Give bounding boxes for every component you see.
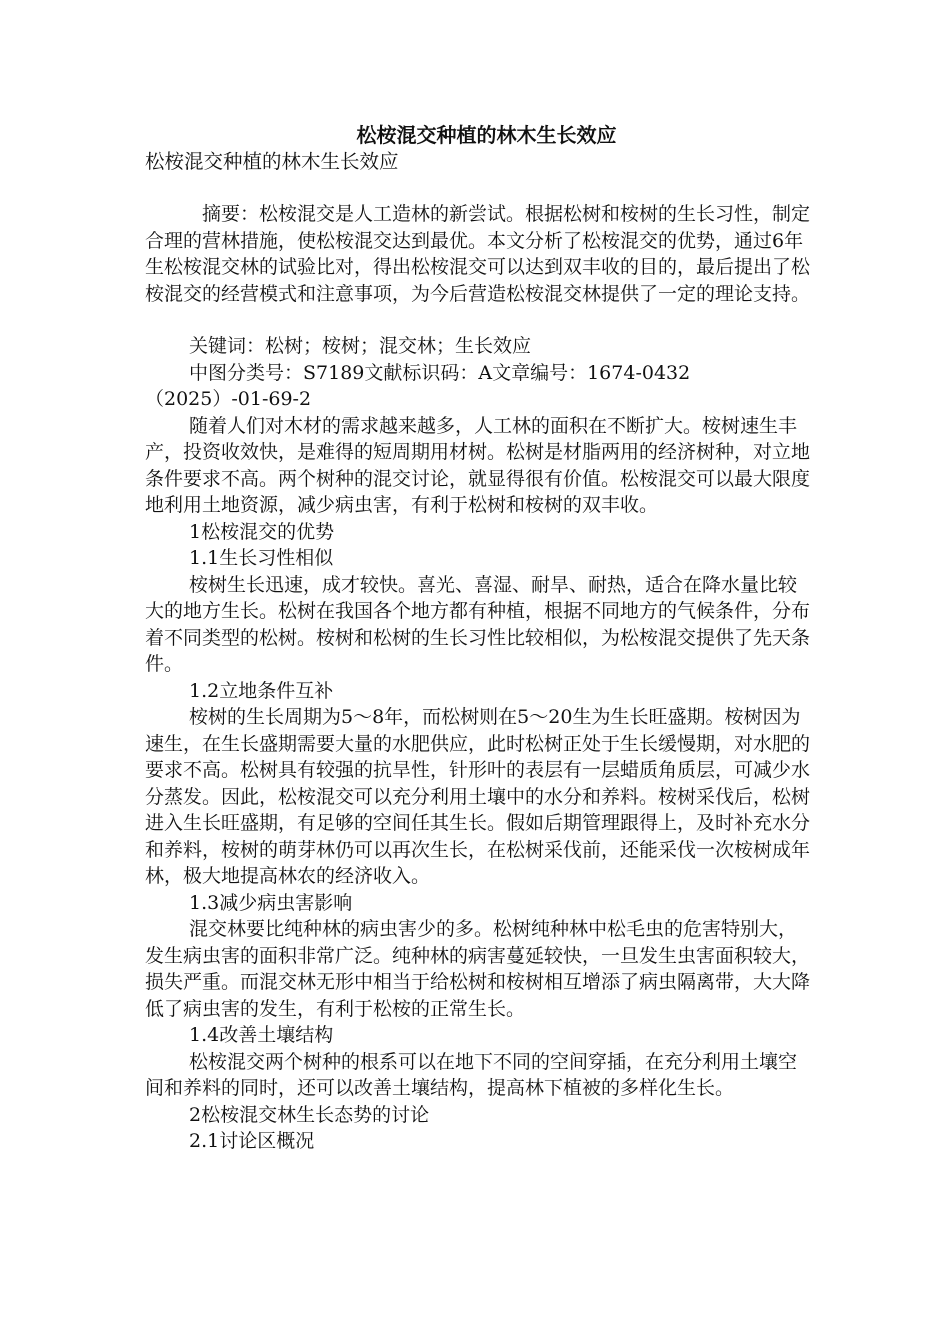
section-heading-2: 2松桉混交林生长态势的讨论 <box>189 1103 430 1126</box>
paragraph-1-1: 桉树生长迅速，成才较快。喜光、喜湿、耐旱、耐热，适合在降水量比较大的地方生长。松树在我国各个地方都有种植，根据不同地方的气候条件，分布着不同类型的松树。桉树和松树的生长习性比较相似，为松桉混交提供了先天条件。 <box>145 573 811 675</box>
paragraph-1-4: 松桉混交两个树种的根系可以在地下不同的空间穿插，在充分利用土壤空间和养料的同时，还可以改善土壤结构，提高林下植被的多样化生长。 <box>145 1050 798 1099</box>
abstract-paragraph: 摘要：松桉混交是人工造林的新尝试。根据松树和桉树的生长习性，制定合理的营林措施，使松桉混交达到最优。本文分析了松桉混交的优势，通过6年生松桉混交林的试验比对，得出松桉混交可以达到双丰收的目的，最后提出了松桉混交的经营模式和注意事项，为今后营造松桉混交林提供了一定的理论支持。 <box>145 203 811 305</box>
subsection-heading-1-3: 1.3减少病虫害影响 <box>189 891 353 914</box>
document-subtitle: 松桉混交种植的林木生长效应 <box>145 149 399 173</box>
document-title: 松桉混交种植的林木生长效应 <box>356 123 617 147</box>
subsection-heading-1-1: 1.1生长习性相似 <box>189 547 334 569</box>
spacer <box>145 307 810 333</box>
paragraph-1-2: 桉树的生长周期为5～8年，而松树则在5～20生为生长旺盛期。桉树因为速生，在生长盛期需要大量的水肥供应，此时松树正处于生长缓慢期，对水肥的要求不高。松树具有较强的抗旱性，针形叶的表层有一层蜡质角质层，可减少水分蒸发。因此，松桉混交可以充分利用土壤中的水分和养料。桉树采伐后，松树进入生长旺盛期，有足够的空间任其生长。假如后期管理跟得上，及时补充水分和养料，桉树的萌芽林仍可以再次生长，在松树采伐前，还能采伐一次桉树成年林，极大地提高林农的经济收入。 <box>145 706 811 887</box>
keywords-line: 关键词：松树；桉树；混交林；生长效应 <box>189 335 532 357</box>
section-heading-1: 1松桉混交的优势 <box>189 520 335 543</box>
spacer <box>145 175 810 201</box>
classification-line: 中图分类号：S7189文献标识码：A文章编号：1674-0432（2025）-01-69-2 <box>145 361 691 410</box>
subsection-heading-1-2: 1.2立地条件互补 <box>189 679 334 702</box>
intro-paragraph: 随着人们对木材的需求越来越多，人工林的面积在不断扩大。桉树速生丰产，投资收效快，是难得的短周期用材树。松树是材脂两用的经济树种，对立地条件要求不高。两个树种的混交讨论，就显得很有价值。松桉混交可以最大限度地利用土地资源，减少病虫害，有利于松树和桉树的双丰收。 <box>145 414 811 516</box>
document-page <box>145 122 810 1155</box>
subsection-heading-1-4: 1.4改善土壤结构 <box>189 1024 334 1046</box>
paragraph-1-3: 混交林要比纯种林的病虫害少的多。松树纯种林中松毛虫的危害特别大，发生病虫害的面积非常广泛。纯种林的病害蔓延较快，一旦发生虫害面积较大，损失严重。而混交林无形中相当于给松树和桉树相互增添了病虫隔离带，大大降低了病虫害的发生，有利于松桉的正常生长。 <box>145 918 811 1020</box>
subsection-heading-2-1: 2.1讨论区概况 <box>189 1130 315 1152</box>
